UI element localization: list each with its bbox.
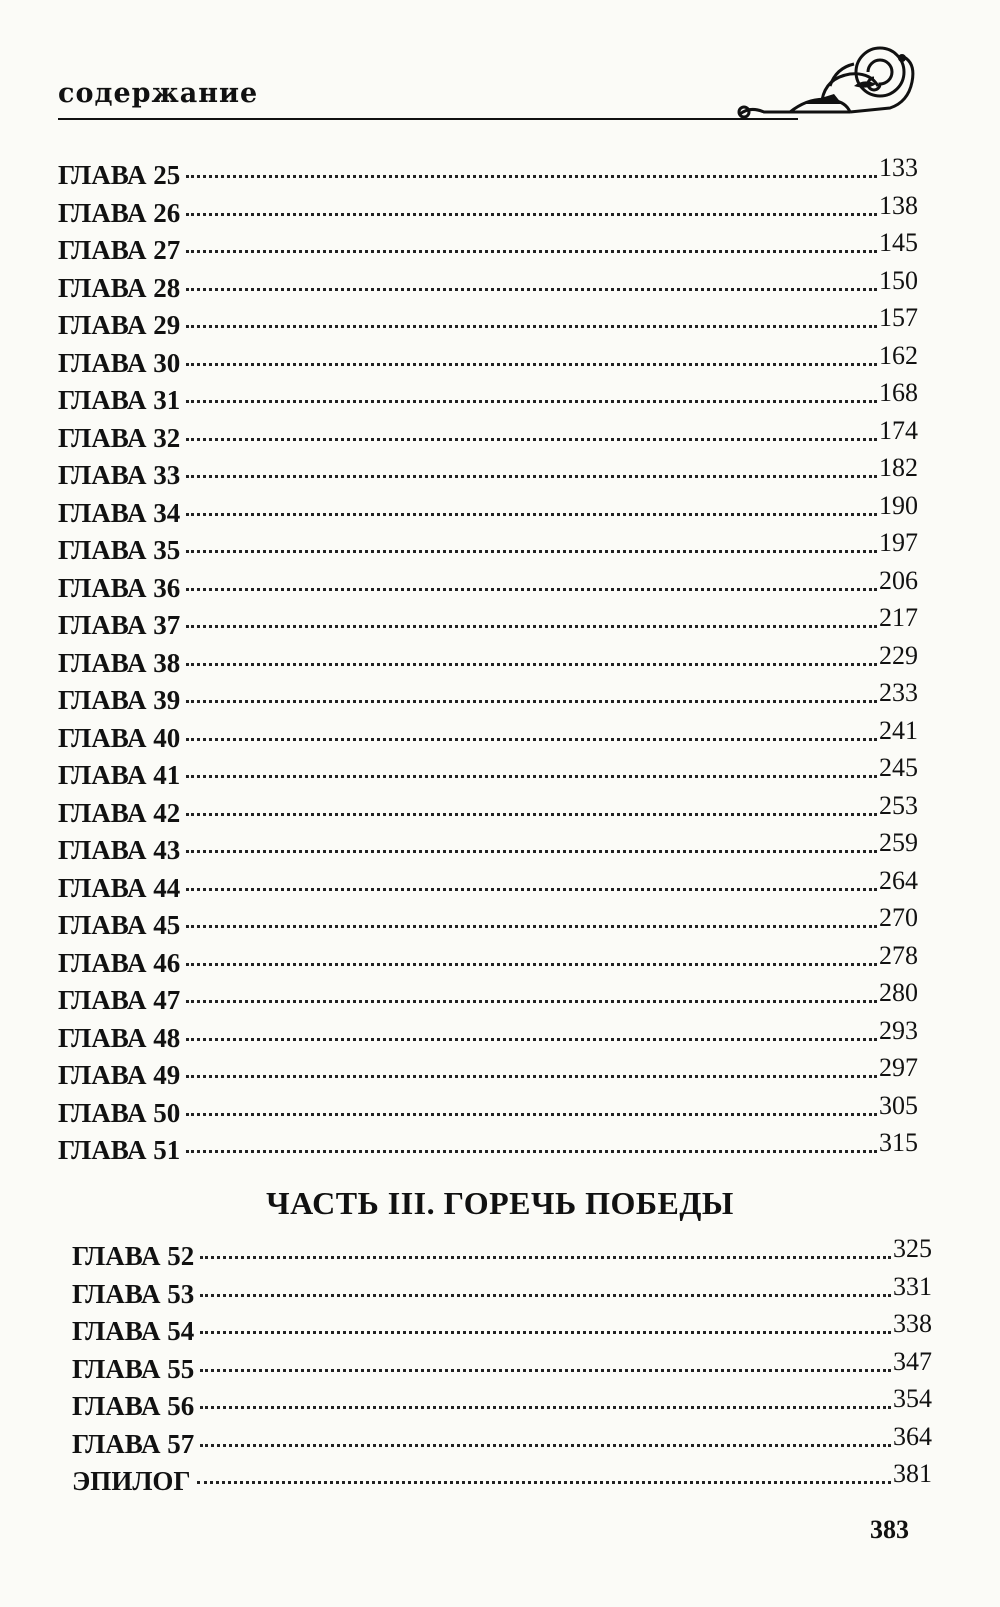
- dot-leader: [186, 550, 877, 553]
- toc-entry-page: 381: [893, 1459, 932, 1488]
- toc-entry-page: 331: [893, 1271, 932, 1301]
- toc-entry-page: 229: [879, 640, 918, 670]
- toc-entry: [58, 978, 918, 1020]
- dot-leader: [186, 925, 877, 928]
- dot-leader: [186, 888, 877, 891]
- toc-entry-page: 174: [879, 415, 918, 445]
- toc-entry: [72, 1421, 932, 1464]
- toc-entry-label: ГЛАВА 37: [58, 610, 181, 640]
- toc-entry-label: ГЛАВА 52: [72, 1241, 195, 1271]
- toc-entry-page: 157: [879, 303, 918, 332]
- toc-entry-label: ГЛАВА 57: [72, 1428, 195, 1459]
- toc-entry: [58, 490, 918, 533]
- dot-leader: [186, 850, 877, 853]
- toc-entry: [58, 640, 918, 683]
- toc-entry-page: 264: [879, 865, 918, 895]
- toc-entry: [58, 903, 918, 945]
- dot-leader: [186, 588, 877, 591]
- toc-entry: [58, 1015, 918, 1058]
- toc-entry-label: ГЛАВА 26: [58, 197, 181, 228]
- dot-leader: [186, 363, 877, 366]
- toc-entry-label: ГЛАВА 25: [58, 160, 181, 190]
- running-header: [58, 70, 920, 126]
- toc-entry-label: ГЛАВА 45: [58, 910, 181, 940]
- toc-entry-label: ГЛАВА 56: [72, 1391, 195, 1421]
- toc-entry: [58, 1090, 918, 1133]
- toc-entry: [72, 1271, 932, 1314]
- toc-entry: [58, 228, 918, 270]
- toc-entry: [58, 828, 918, 870]
- toc-entry-label: ГЛАВА 35: [58, 535, 181, 565]
- toc-entry: [58, 453, 918, 495]
- dot-leader: [186, 1113, 877, 1116]
- toc-entry-label: ГЛАВА 39: [58, 685, 181, 715]
- toc-entry-label: ГЛАВА 43: [58, 835, 181, 865]
- dot-leader: [186, 513, 877, 516]
- dot-leader: [186, 175, 877, 178]
- toc-entry-page: 145: [879, 228, 918, 257]
- dot-leader: [186, 1075, 877, 1078]
- toc-entry-page: 138: [879, 190, 918, 220]
- part-heading: ЧАСТЬ III. ГОРЕЧЬ ПОБЕДЫ: [266, 1185, 734, 1221]
- dot-leader: [186, 475, 877, 478]
- toc-entry: [58, 415, 918, 458]
- dot-leader: [186, 775, 877, 778]
- header-title: содержание: [58, 78, 259, 109]
- toc-entry-label: ГЛАВА 54: [72, 1316, 195, 1346]
- toc-entry-page: 293: [879, 1015, 918, 1045]
- toc-entry-label: ГЛАВА 40: [58, 722, 181, 753]
- toc-entry-label: ГЛАВА 46: [58, 947, 181, 978]
- toc-entry-label: ГЛАВА 47: [58, 985, 181, 1015]
- toc-entry: [58, 340, 918, 383]
- scroll-ornament-icon: [730, 38, 920, 122]
- toc-entry: [58, 528, 918, 570]
- dot-leader: [186, 813, 877, 816]
- toc-entry-label: ГЛАВА 53: [72, 1278, 195, 1309]
- toc-entry-page: 150: [879, 265, 918, 295]
- toc-entry-page: 270: [879, 903, 918, 932]
- dot-leader: [186, 1150, 877, 1153]
- header-rule: [58, 118, 798, 120]
- toc-entry: [72, 1459, 932, 1501]
- toc-list: [58, 153, 918, 1170]
- toc-entry-label: ГЛАВА 34: [58, 497, 181, 528]
- dot-leader: [186, 700, 877, 703]
- toc-entry-page: 297: [879, 1053, 918, 1082]
- toc-entry-page: 315: [879, 1128, 918, 1157]
- toc-entry-page: 168: [879, 378, 918, 407]
- toc-entry-page: 241: [879, 715, 918, 745]
- toc-entry-label: ГЛАВА 42: [58, 797, 181, 828]
- page-number: 383: [870, 1515, 909, 1544]
- dot-leader: [200, 1444, 891, 1447]
- toc-entry-page: 245: [879, 753, 918, 782]
- toc-entry-page: 325: [893, 1234, 932, 1263]
- dot-leader: [200, 1256, 891, 1259]
- dot-leader: [186, 1038, 877, 1041]
- toc-entry: [58, 565, 918, 608]
- toc-entry-page: 162: [879, 340, 918, 370]
- toc-entry-page: 206: [879, 565, 918, 595]
- toc-entry-label: ГЛАВА 36: [58, 572, 181, 603]
- toc-entry-page: 364: [893, 1421, 932, 1451]
- toc-entry: [58, 190, 918, 233]
- toc-entry-label: ГЛАВА 28: [58, 272, 181, 303]
- toc-entry-page: 259: [879, 828, 918, 857]
- toc-entry: [58, 603, 918, 645]
- toc-entry-label: ГЛАВА 50: [58, 1097, 181, 1128]
- toc-entry: [72, 1234, 932, 1276]
- dot-leader: [186, 738, 877, 741]
- dot-leader: [186, 625, 877, 628]
- toc-entry: [58, 715, 918, 758]
- toc-entry-label: ЭПИЛОГ: [72, 1466, 191, 1496]
- toc-entry-label: ГЛАВА 29: [58, 310, 181, 340]
- dot-leader: [200, 1406, 891, 1409]
- toc-entry-page: 197: [879, 528, 918, 557]
- dot-leader: [186, 400, 877, 403]
- toc-entry: [58, 865, 918, 908]
- toc-entry: [72, 1346, 932, 1389]
- toc-entry-label: ГЛАВА 41: [58, 760, 181, 790]
- dot-leader: [186, 288, 877, 291]
- dot-leader: [200, 1369, 891, 1372]
- toc-entry: [72, 1309, 932, 1351]
- toc-entry: [58, 153, 918, 195]
- toc-entry-page: 347: [893, 1346, 932, 1376]
- toc-entry: [58, 265, 918, 308]
- toc-entry-page: 305: [879, 1090, 918, 1120]
- toc-entry-page: 338: [893, 1309, 932, 1338]
- dot-leader: [186, 663, 877, 666]
- toc-entry-page: 280: [879, 978, 918, 1007]
- toc-entry: [58, 378, 918, 420]
- toc-entry-label: ГЛАВА 55: [72, 1353, 195, 1384]
- toc-entry: [58, 303, 918, 345]
- toc-entry-label: ГЛАВА 51: [58, 1135, 181, 1165]
- dot-leader: [186, 963, 877, 966]
- toc-entry: [58, 790, 918, 833]
- toc-entry: [58, 678, 918, 720]
- toc-entry: [58, 940, 918, 983]
- toc-entry-label: ГЛАВА 30: [58, 347, 181, 378]
- toc-entry-page: 354: [893, 1384, 932, 1413]
- dot-leader: [200, 1294, 891, 1297]
- toc-entry-label: ГЛАВА 31: [58, 385, 181, 415]
- toc-entry-label: ГЛАВА 33: [58, 460, 181, 490]
- dot-leader: [186, 250, 877, 253]
- dot-leader: [186, 438, 877, 441]
- dot-leader: [186, 325, 877, 328]
- toc-entry: [58, 753, 918, 795]
- toc-entry: [58, 1128, 918, 1170]
- dot-leader: [186, 1000, 877, 1003]
- dot-leader: [186, 213, 877, 216]
- toc-entry-page: 233: [879, 678, 918, 707]
- toc-entry-label: ГЛАВА 27: [58, 235, 181, 265]
- toc-list: [72, 1234, 932, 1501]
- toc-entry-label: ГЛАВА 32: [58, 422, 181, 453]
- toc-entry-page: 190: [879, 490, 918, 520]
- toc-entry-page: 253: [879, 790, 918, 820]
- toc-entry-page: 133: [879, 153, 918, 182]
- toc-entry-label: ГЛАВА 44: [58, 872, 181, 903]
- toc-entry-page: 278: [879, 940, 918, 970]
- toc-entry-page: 182: [879, 453, 918, 482]
- toc-entry-page: 217: [879, 603, 918, 632]
- toc-entry: [72, 1384, 932, 1426]
- dot-leader: [200, 1331, 891, 1334]
- toc-entry-label: ГЛАВА 48: [58, 1022, 181, 1053]
- toc-entry-label: ГЛАВА 38: [58, 647, 181, 678]
- toc-entry-label: ГЛАВА 49: [58, 1060, 181, 1090]
- dot-leader: [197, 1481, 891, 1484]
- toc-entry: [58, 1053, 918, 1095]
